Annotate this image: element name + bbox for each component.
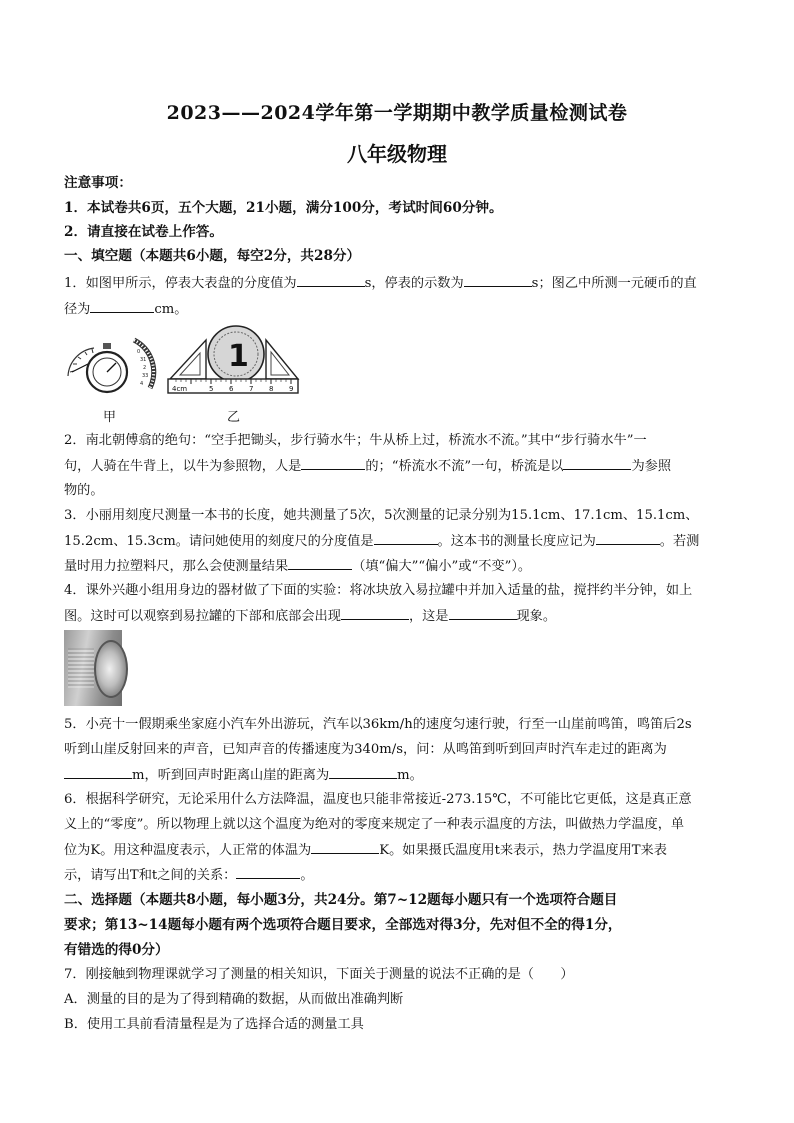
question-6-line-1: 6．根据科学研究，无论采用什么方法降温，温度也只能非常接近-273.15℃，不可能比它更低，这是真正意	[64, 792, 692, 807]
answer-blank[interactable]	[329, 766, 397, 779]
answer-blank[interactable]	[297, 274, 365, 287]
dial-mark: 2	[143, 365, 147, 371]
exam-title: 2023——2024学年第一学期期中教学质量检测试卷	[166, 102, 628, 124]
answer-blank[interactable]	[449, 607, 517, 620]
ruler-tick-label: 9	[289, 385, 294, 393]
coin-ruler-figure	[166, 324, 300, 396]
answer-blank[interactable]	[90, 300, 154, 313]
exam-subtitle: 八年级物理	[347, 142, 447, 166]
section-2-heading-line-3: 有错选的得0分）	[64, 942, 169, 958]
ruler-tick-label: 4cm	[172, 385, 188, 393]
question-2-line-2: 句，人骑在牛背上，以牛为参照物，人是 的；“桥流水不流”一句，桥流是以 为参照	[64, 459, 672, 474]
question-3-line-2: 15.2cm、15.3cm。请问她使用的刻度尺的分度值是 。这本书的测量长度应记为 。若测	[64, 534, 700, 549]
question-2-line-3: 物的。	[64, 483, 104, 498]
figure-label-yi: 乙	[227, 410, 241, 425]
dial-mark: 31	[140, 357, 147, 363]
question-7-stem: 7．刚接触到物理课就学习了测量的相关知识，下面关于测量的说法不正确的是（ ）	[64, 967, 574, 982]
question-5-line-2: 听到山崖反射回来的声音，已知声音的传播速度为340m/s，问：从鸣笛到听到回声时汽车走过的距离为	[64, 742, 667, 757]
question-6-line-2: 义上的“零度”。所以物理上就以这个温度为绝对的零度来规定了一种表示温度的方法，叫做热力学温度，单	[64, 817, 685, 832]
question-2-line-1: 2．南北朝傅翕的绝句：“空手把锄头，步行骑水牛；牛从桥上过，桥流水不流。”其中“步行骑水牛”一	[64, 433, 647, 448]
dial-mark: 0	[137, 349, 141, 355]
ruler-tick-label: 8	[269, 385, 274, 393]
section-1-heading: 一、填空题（本题共6小题，每空2分，共28分）	[64, 248, 361, 264]
question-4-line-2: 图。这时可以观察到易拉罐的下部和底部会出现 ，这是 现象。	[64, 609, 557, 624]
answer-blank[interactable]	[464, 274, 532, 287]
answer-blank[interactable]	[64, 766, 132, 779]
notice-item-1: 1．本试卷共6页，五个大题，21小题，满分100分，考试时间60分钟。	[64, 200, 503, 216]
dial-mark: 33	[142, 373, 149, 379]
answer-blank[interactable]	[563, 457, 631, 470]
coin-value: 1	[228, 339, 249, 374]
question-7-option-a[interactable]: A．测量的目的是为了得到精确的数据，从而做出准确判断	[64, 992, 404, 1007]
ruler-tick-label: 7	[249, 385, 254, 393]
answer-blank[interactable]	[374, 532, 438, 545]
question-4-line-1: 4．课外兴趣小组用身边的器材做了下面的实验：将冰块放入易拉罐中并加入适量的盐，搅拌约半分钟，如上	[64, 583, 693, 598]
question-6-line-4: 示，请写出T和t之间的关系： 。	[64, 868, 314, 883]
answer-blank[interactable]	[311, 841, 379, 854]
answer-blank[interactable]	[288, 557, 352, 570]
frost-pattern	[68, 648, 94, 688]
large-dial-arc	[134, 340, 154, 388]
figure-label-jia: 甲	[103, 410, 117, 425]
soda-can-photo	[64, 630, 122, 706]
answer-blank[interactable]	[596, 532, 660, 545]
ruler-tick-label: 5	[209, 385, 214, 393]
stopwatch-crown	[103, 343, 111, 349]
question-1-line-1: 1．如图甲所示，停表大表盘的分度值为 s，停表的示数为 s；图乙中所测一元硬币的直	[64, 276, 697, 291]
can-bottom-rim	[94, 640, 128, 698]
answer-blank[interactable]	[301, 457, 365, 470]
question-7-option-b[interactable]: B．使用工具前看清量程是为了选择合适的测量工具	[64, 1017, 364, 1032]
question-5-line-1: 5．小亮十一假期乘坐家庭小汽车外出游玩，汽车以36km/h的速度匀速行驶，行至一山崖前鸣笛，鸣笛后2s	[64, 717, 692, 732]
question-5-line-3: m，听到回声时距离山崖的距离为 m。	[64, 766, 734, 785]
answer-blank[interactable]	[236, 866, 300, 879]
ruler-tick-label: 6	[229, 385, 234, 393]
answer-blank[interactable]	[341, 607, 409, 620]
question-1-line-2: 径为 cm。	[64, 302, 188, 317]
question-3-line-1: 3．小丽用刻度尺测量一本书的长度，她共测量了5次，5次测量的记录分别为15.1cm、17.1cm、15.1cm、	[64, 508, 699, 523]
notice-heading: 注意事项：	[64, 175, 132, 191]
section-2-heading-line-1: 二、选择题（本题共8小题，每小题3分，共24分。第7~12题每小题只有一个选项符合题目	[64, 892, 618, 908]
notice-item-2: 2．请直接在试卷上作答。	[64, 224, 223, 240]
question-6-line-3: 位为K。用这种温度表示，人正常的体温为 K。如果摄氏温度用t来表示，热力学温度用T来表	[64, 843, 667, 858]
left-triangle-ruler	[170, 340, 206, 379]
dial-mark: 4	[140, 381, 144, 387]
stopwatch-figure	[64, 328, 160, 398]
section-2-heading-line-2: 要求；第13~14题每小题有两个选项符合题目要求，全部选对得3分，先对但不全的得1分，	[64, 917, 622, 933]
question-3-line-3: 量时用力拉塑料尺，那么会使测量结果 （填“偏大”“偏小”或“不变”）。	[64, 559, 532, 574]
